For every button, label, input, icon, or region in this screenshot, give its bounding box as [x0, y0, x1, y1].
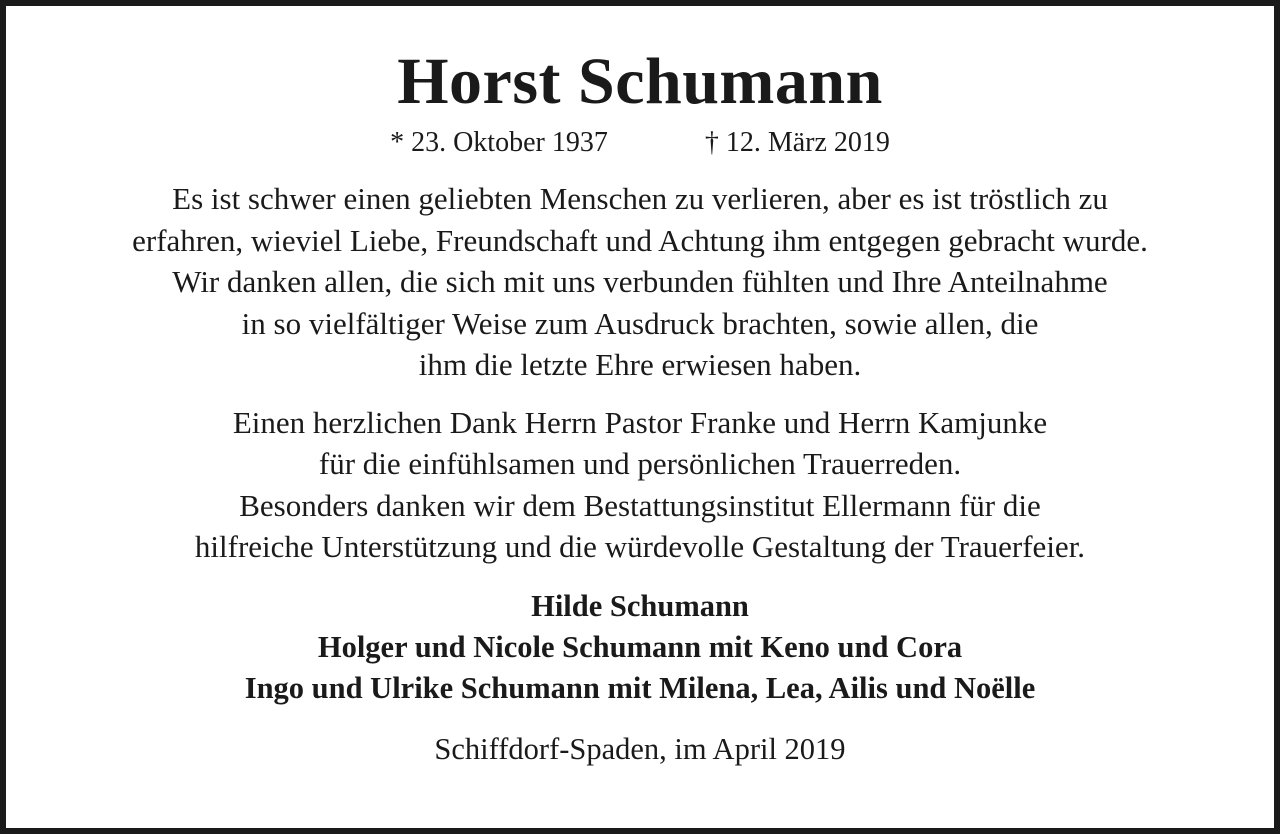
- signer-line: Holger und Nicole Schumann mit Keno und Cora: [317, 629, 963, 664]
- birth-date: * 23. Oktober 1937: [390, 127, 608, 158]
- death-date: † 12. März 2019: [704, 127, 890, 158]
- paragraph-line: in so vielfältiger Weise zum Ausdruck brachten, sowie allen, die: [241, 305, 1039, 341]
- life-dates: [6, 126, 1274, 160]
- paragraph-line: ihm die letzte Ehre erwiesen haben.: [418, 347, 862, 382]
- place-and-date: Schiffdorf-Spaden, im April 2019: [434, 731, 846, 766]
- family-signers: [6, 586, 1274, 709]
- paragraph-line: für die einfühlsamen und persönlichen Trauerreden.: [318, 446, 962, 481]
- deceased-name: Horst Schumann: [397, 45, 883, 118]
- signer-line: Hilde Schumann: [531, 588, 749, 623]
- thanks-paragraph-general: [6, 178, 1274, 386]
- paragraph-line: erfahren, wieviel Liebe, Freundschaft und Achtung ihm entgegen gebracht wurde.: [132, 222, 1148, 258]
- paragraph-line: Wir danken allen, die sich mit uns verbunden fühlten und Ihre Anteilnahme: [172, 264, 1108, 299]
- thanks-paragraph-specific: [6, 402, 1274, 568]
- paragraph-line: Einen herzlichen Dank Herrn Pastor Franke und Herrn Kamjunke: [232, 404, 1048, 440]
- paragraph-line: Es ist schwer einen geliebten Menschen zu verlieren, aber es ist tröstlich zu: [172, 181, 1108, 216]
- signer-line: Ingo und Ulrike Schumann mit Milena, Lea, Ailis und Noëlle: [244, 670, 1036, 705]
- paragraph-line: hilfreiche Unterstützung und die würdevolle Gestaltung der Trauerfeier.: [194, 529, 1086, 564]
- paragraph-line: Besonders danken wir dem Bestattungsinstitut Ellermann für die: [239, 487, 1041, 523]
